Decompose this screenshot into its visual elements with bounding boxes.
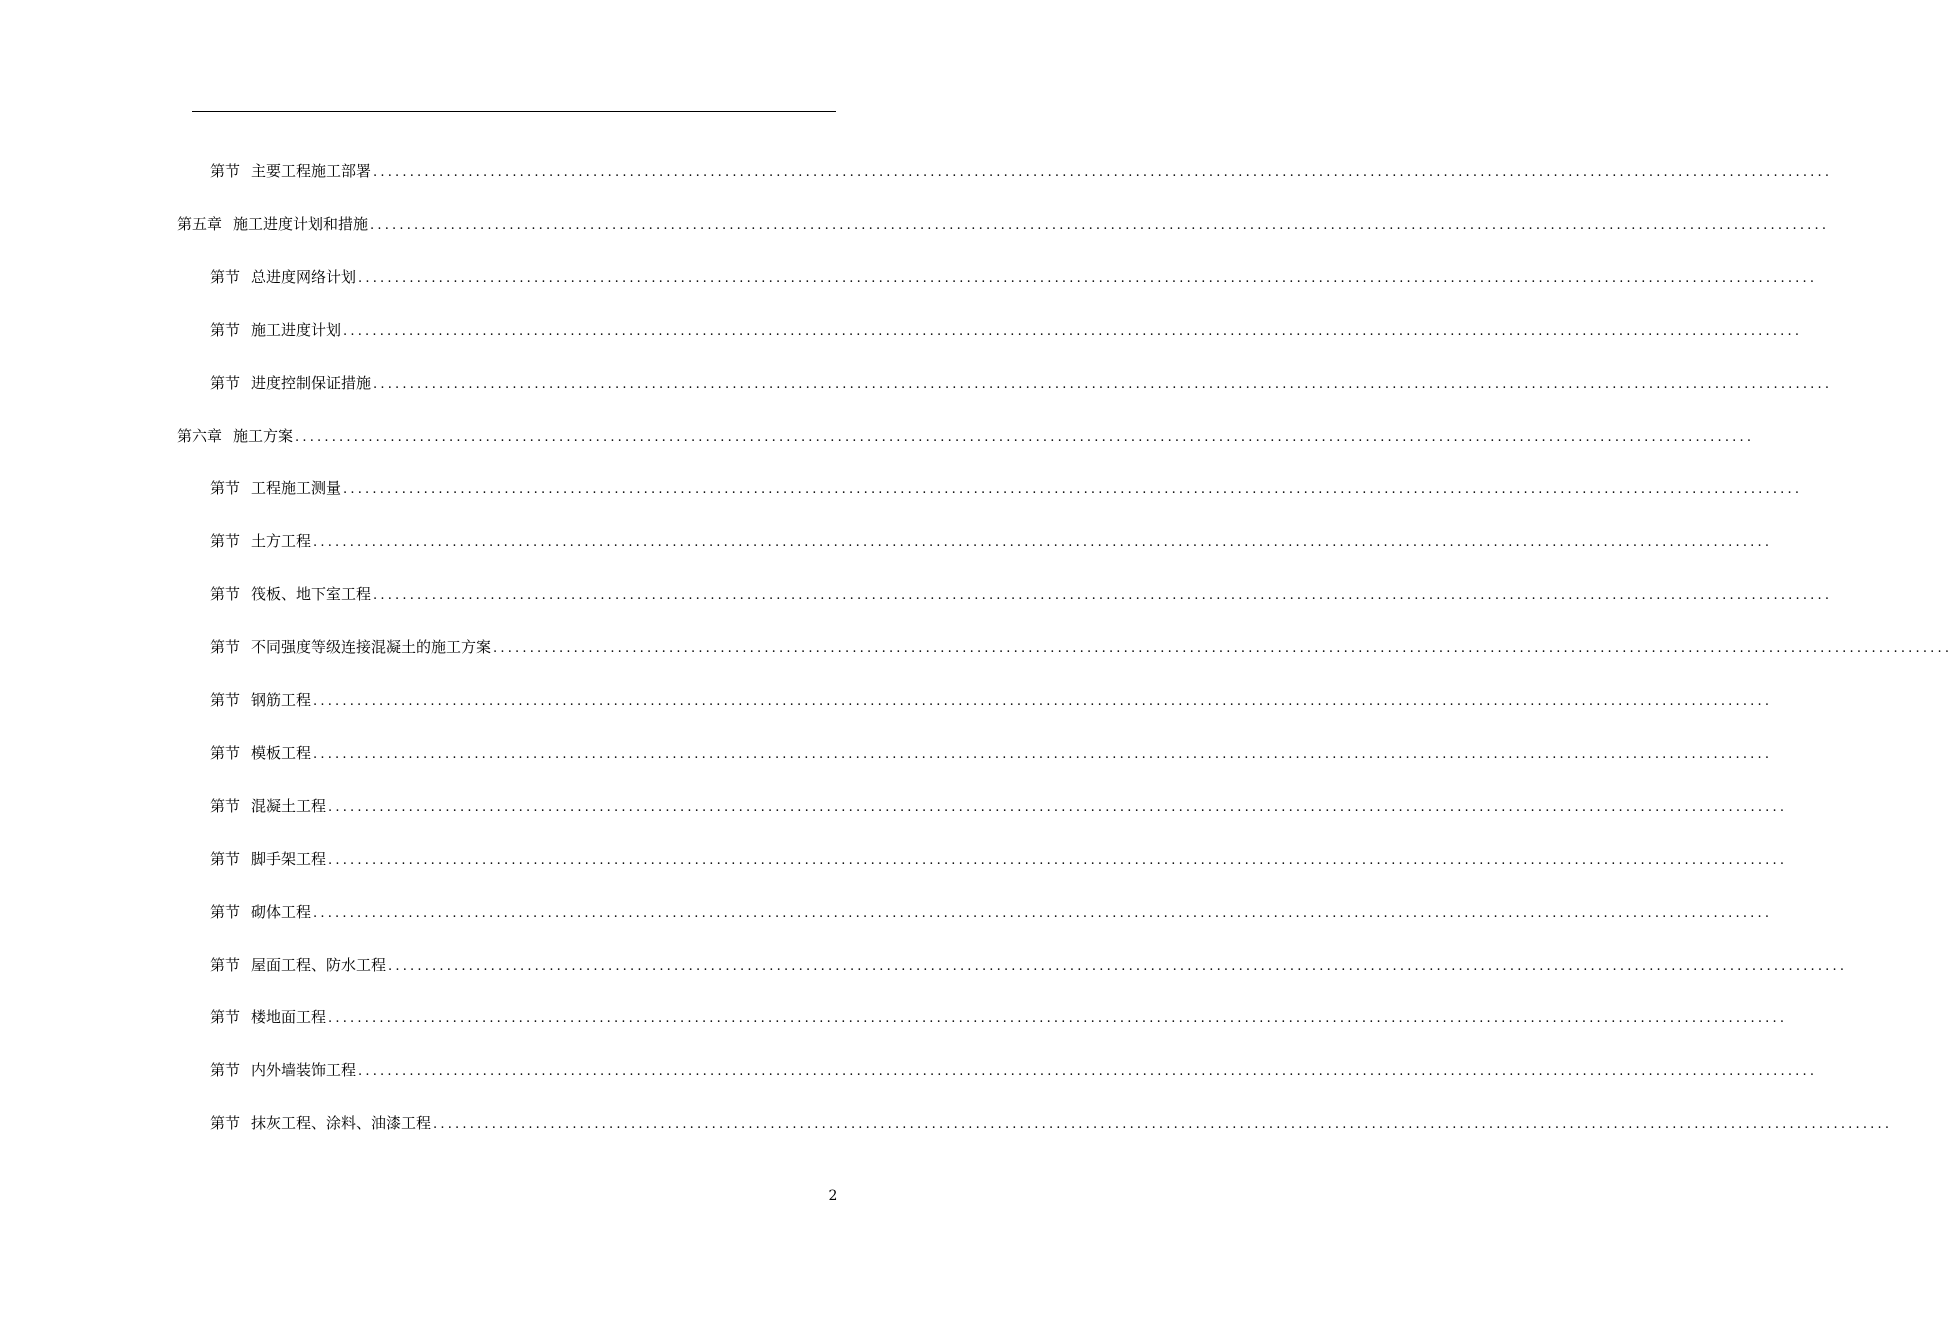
toc-section-entry[interactable] [210, 954, 1848, 976]
toc-entry-number: 第节 [210, 743, 241, 762]
toc-dot-leader: ....................................................................................................................................................................................................... [295, 429, 1755, 445]
toc-dot-leader: ....................................................................................................................................................................................................... [373, 376, 1833, 392]
toc-dot-leader: ....................................................................................................................................................................................................... [433, 1117, 1893, 1133]
toc-entry-title: 土方工程 [251, 532, 312, 551]
toc-entry-number: 第节 [210, 585, 241, 604]
toc-section-entry[interactable] [210, 583, 1833, 605]
toc-entry-number: 第节 [210, 1114, 241, 1133]
toc-entry-number: 第节 [210, 796, 241, 815]
toc-entry-title: 楼地面工程 [251, 1008, 327, 1027]
toc-entry-title: 混凝土工程 [251, 796, 327, 815]
toc-entry-title: 主要工程施工部署 [251, 162, 372, 180]
toc-dot-leader: ....................................................................................................................................................................................................... [373, 165, 1833, 180]
toc-entry-number: 第节 [210, 320, 241, 339]
toc-dot-leader: ....................................................................................................................................................................................................... [343, 482, 1803, 498]
toc-entry-number: 第节 [210, 373, 241, 392]
toc-section-entry[interactable] [210, 1006, 1788, 1028]
toc-dot-leader: ....................................................................................................................................................................................................... [343, 323, 1803, 339]
toc-dot-leader: ....................................................................................................................................................................................................... [493, 641, 1952, 657]
toc-dot-leader: ....................................................................................................................................................................................................... [313, 746, 1773, 762]
toc-entry-title: 不同强度等级连接混凝土的施工方案 [251, 638, 492, 657]
toc-section-entry[interactable] [210, 795, 1788, 817]
toc-entry-number: 第节 [210, 955, 241, 974]
toc-dot-leader: ....................................................................................................................................................................................................... [313, 694, 1773, 709]
toc-entry-number: 第五章 [177, 214, 223, 233]
toc-section-entry[interactable] [210, 742, 1773, 764]
toc-entry-number: 第节 [210, 162, 241, 180]
toc-entry-number: 第节 [210, 1061, 241, 1080]
toc-dot-leader: ....................................................................................................................................................................................................... [370, 217, 1830, 233]
toc-section-entry[interactable] [210, 1059, 1818, 1081]
toc-dot-leader: ....................................................................................................................................................................................................... [313, 535, 1773, 551]
toc-chapter-entry[interactable] [177, 213, 1830, 235]
toc-entry-title: 屋面工程、防水工程 [251, 955, 387, 974]
toc-section-entry[interactable] [210, 636, 1952, 658]
toc-entry-title: 内外墙装饰工程 [251, 1061, 357, 1080]
toc-entry-title: 施工进度计划 [251, 320, 342, 339]
toc-entry-title: 进度控制保证措施 [251, 373, 372, 392]
toc-entry-number: 第六章 [177, 426, 223, 445]
toc-dot-leader: ....................................................................................................................................................................................................... [388, 958, 1848, 974]
toc-section-entry[interactable] [210, 689, 1773, 711]
toc-section-entry[interactable] [210, 160, 1833, 182]
toc-entry-title: 抹灰工程、涂料、油漆工程 [251, 1114, 432, 1133]
toc-dot-leader: ....................................................................................................................................................................................................... [328, 799, 1788, 815]
toc-section-entry[interactable] [210, 848, 1788, 870]
page-number: 2 [828, 1188, 838, 1204]
toc-entry-number: 第节 [210, 849, 241, 868]
toc-section-entry[interactable] [210, 530, 1773, 552]
toc-entry-title: 施工方案 [233, 426, 294, 445]
toc-section-entry[interactable] [210, 319, 1803, 341]
toc-dot-leader: ....................................................................................................................................................................................................... [373, 588, 1833, 604]
toc-entry-number: 第节 [210, 479, 241, 498]
toc-section-entry[interactable] [210, 901, 1773, 923]
toc-dot-leader: ....................................................................................................................................................................................................... [328, 852, 1788, 868]
toc-entry-title: 钢筋工程 [251, 691, 312, 709]
toc-chapter-entry[interactable] [177, 425, 1755, 447]
toc-entry-title: 施工进度计划和措施 [233, 214, 369, 233]
toc-entry-title: 总进度网络计划 [251, 267, 357, 286]
toc-dot-leader: ....................................................................................................................................................................................................... [328, 1011, 1788, 1027]
toc-dot-leader: ....................................................................................................................................................................................................... [358, 270, 1818, 286]
toc-entry-number: 第节 [210, 267, 241, 286]
toc-entry-title: 脚手架工程 [251, 849, 327, 868]
toc-entry-number: 第节 [210, 691, 241, 709]
toc-entry-number: 第节 [210, 902, 241, 921]
toc-entry-title: 工程施工测量 [251, 479, 342, 498]
toc-entry-title: 筏板、地下室工程 [251, 585, 372, 604]
toc-entry-title: 砌体工程 [251, 902, 312, 921]
toc-section-entry[interactable] [210, 1112, 1893, 1134]
toc-dot-leader: ....................................................................................................................................................................................................... [358, 1064, 1818, 1080]
toc-section-entry[interactable] [210, 372, 1833, 394]
toc-section-entry[interactable] [210, 266, 1818, 288]
toc-entry-title: 模板工程 [251, 743, 312, 762]
toc-section-entry[interactable] [210, 477, 1803, 499]
toc-entry-number: 第节 [210, 1008, 241, 1027]
toc-dot-leader: ....................................................................................................................................................................................................... [313, 905, 1773, 921]
toc-entry-number: 第节 [210, 532, 241, 551]
toc-entry-number: 第节 [210, 638, 241, 657]
